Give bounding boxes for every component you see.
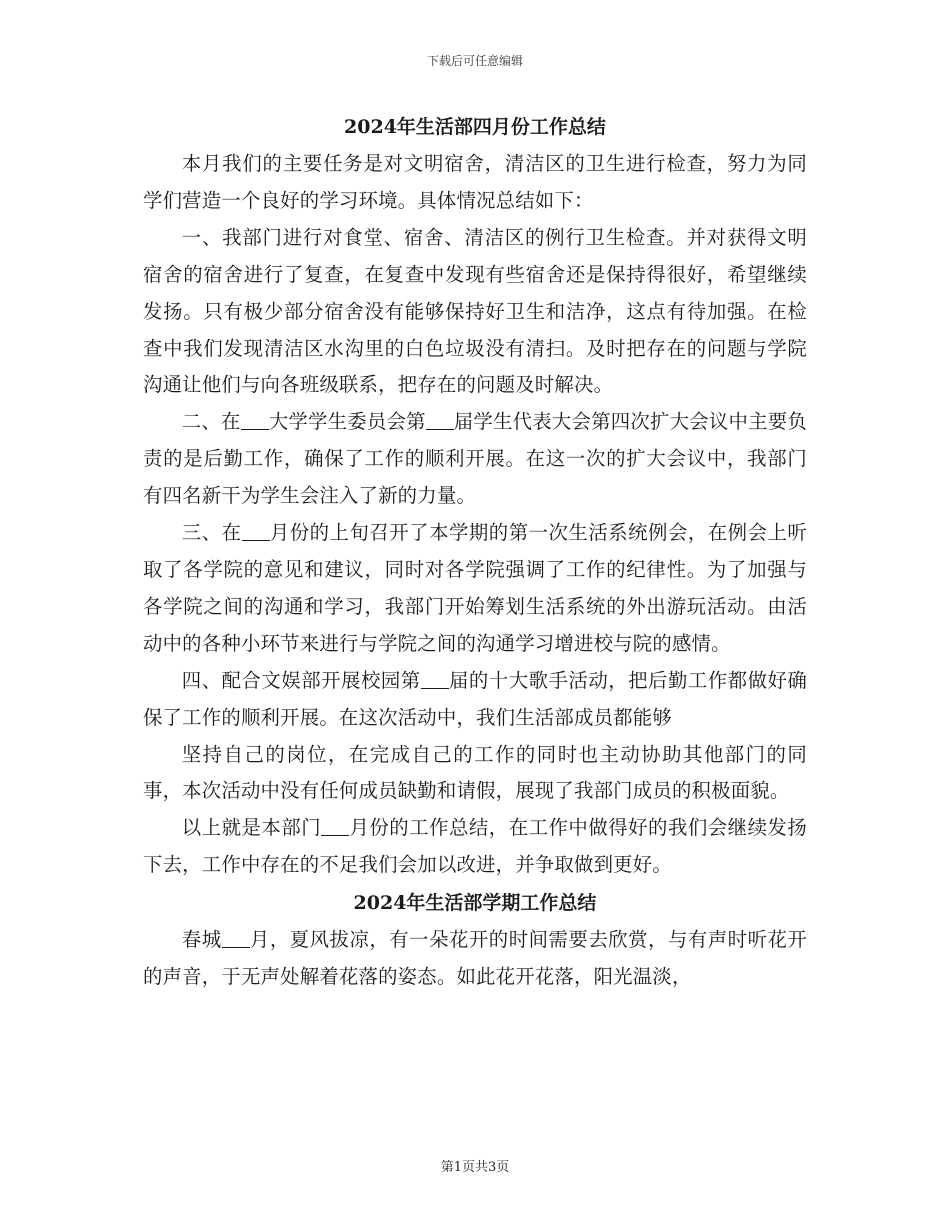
fill-blank [242, 521, 270, 541]
text-segment: 春城 [181, 928, 222, 952]
text-segment: 三、在 [181, 521, 242, 545]
document-body [143, 108, 807, 996]
fill-blank [426, 410, 454, 430]
fill-blank [321, 816, 349, 836]
paragraph-summary [143, 810, 807, 884]
page-number: 第1页共3页 [440, 1160, 510, 1175]
document-title-1: 2024年生活部四月份工作总结 [344, 116, 606, 138]
paragraph-intro: 本月我们的主要任务是对文明宿舍，清洁区的卫生进行检查，努力为同学们营造一个良好的学习环境。具体情况总结如下： [143, 152, 807, 212]
fill-blank [421, 668, 449, 688]
text-segment: 月，夏风拔凉，有一朵花开的时间需要去欣赏，与有声时听花开的声音，于无声处解着花落的姿态。如此花开花落，阳光温淡， [143, 928, 807, 989]
document-title-2: 2024年生活部学期工作总结 [353, 892, 597, 915]
paragraph-semester-intro [143, 922, 807, 996]
text-segment: 月份的工作总结，在工作中做得好的我们会继续发扬下去，工作中存在的不足我们会加以改进，并争取做到更好。 [143, 816, 807, 877]
paragraph-item-3 [143, 515, 807, 663]
header-note: 下载后可任意编辑 [426, 54, 523, 68]
paragraph-item-1: 一、我部门进行对食堂、宿舍、清洁区的例行卫生检查。并对获得文明宿舍的宿舍进行了复查，在复查中发现有些宿舍还是保持得很好，希望继续发扬。只有极少部分宿舍没有能够保持好卫生和洁净，这点有待加强。在检查中我们发现清洁区水沟里的白色垃圾没有清扫。及时把存在的问题与学院沟通让他们与向各班级联系，把存在的问题及时解决。 [143, 225, 807, 397]
paragraph-item-2 [143, 404, 807, 515]
fill-blank [241, 410, 269, 430]
text-segment: 届学生代表大会第四次扩大会议中主要负责的是后勤工作，确保了工作的顺利开展。在这一次的扩大会议中，我部门有四名新干为学生会注入了新的力量。 [143, 410, 807, 508]
text-segment: 届的十大歌手活动，把后勤工作都做好确保了工作的顺利开展。在这次活动中，我们生活部成员都能够 [143, 668, 807, 729]
paragraph-continuation: 坚持自己的岗位，在完成自己的工作的同时也主动协助其他部门的同事，本次活动中没有任何成员缺勤和请假，展现了我部门成员的积极面貌。 [143, 742, 807, 803]
fill-blank [222, 928, 250, 948]
text-segment: 大学学生委员会第 [268, 410, 426, 434]
paragraph-item-4 [143, 663, 807, 737]
text-segment: 二、在 [181, 410, 241, 434]
text-segment: 以上就是本部门 [181, 816, 322, 840]
text-segment: 月份的上旬召开了本学期的第一次生活系统例会，在例会上听取了各学院的意见和建议，同时对各学院强调了工作的纪律性。为了加强与各学院之间的沟通和学习，我部门开始筹划生活系统的外出游玩活动。由活动中的各种小环节来进行与学院之间的沟通学习增进校与院的感情。 [143, 521, 807, 655]
text-segment: 四、配合文娱部开展校园第 [181, 668, 421, 692]
